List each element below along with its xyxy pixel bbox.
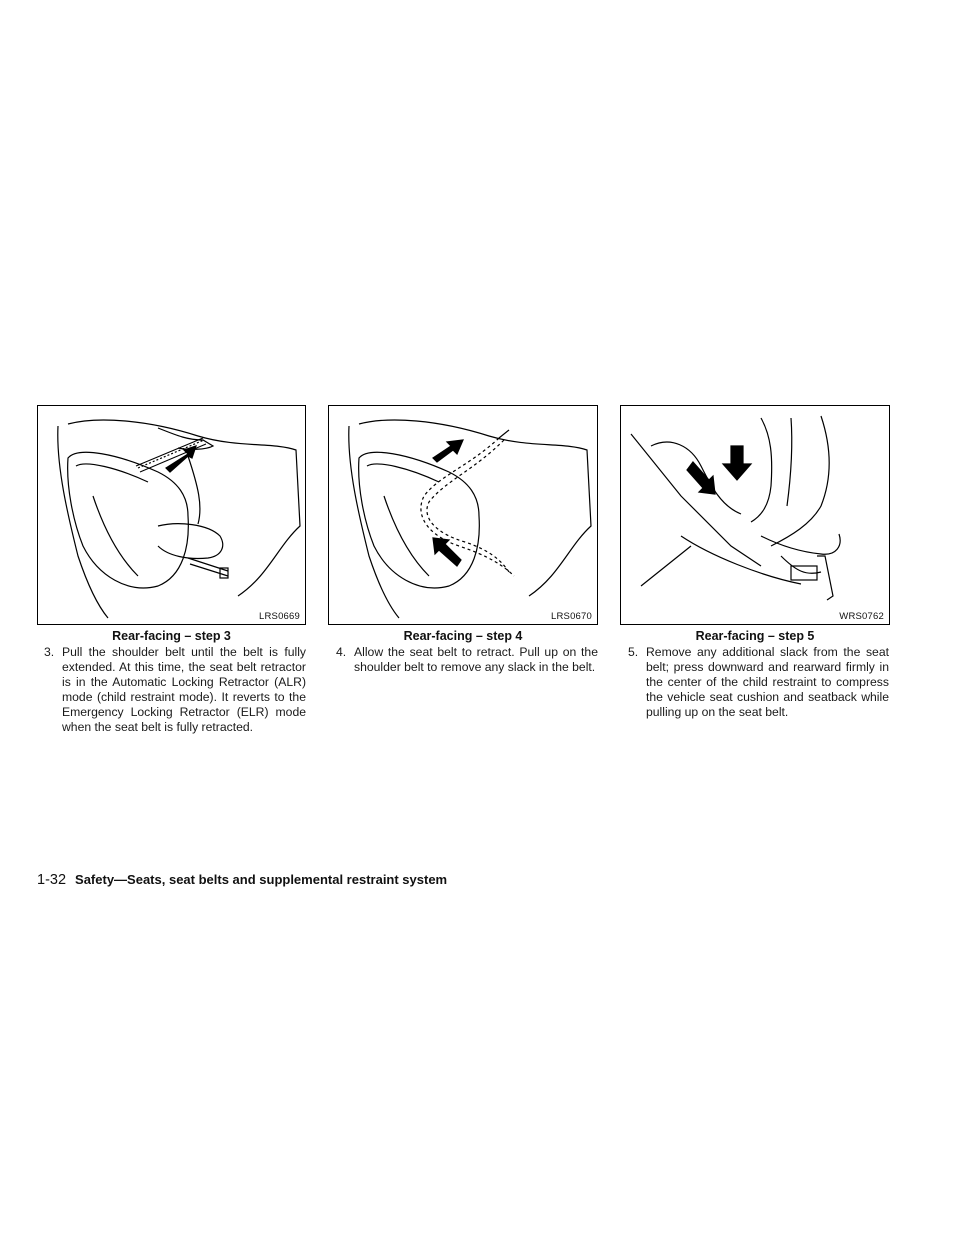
illustration-step-3 xyxy=(38,406,305,624)
figure-code: LRS0669 xyxy=(258,611,300,622)
figure-caption-step-3: Rear-facing – step 3 xyxy=(112,629,231,643)
step-number: 3. xyxy=(44,645,55,659)
step-text: Remove any additional slack from the seat belt; press downward and rearward firmly in the center of the child restraint to compress the vehicle seat cushion and seatback while pulling up on the seat belt. xyxy=(646,645,889,719)
page-number: 1-32 xyxy=(37,872,67,888)
step-text: Allow the seat belt to retract. Pull up on the shoulder belt to remove any slack in the belt. xyxy=(354,645,598,674)
step-number: 4. xyxy=(336,645,347,659)
step-text: Pull the shoulder belt until the belt is fully extended. At this time, the seat belt retractor is in the Automatic Locking Retractor (ALR) mode (child restraint mode). It reverts to the Emergency Locking Retractor (ELR) mode when the seat belt is fully retracted. xyxy=(62,645,306,734)
page-footer xyxy=(37,871,447,888)
figure-code: LRS0670 xyxy=(550,611,592,622)
figure-step-4 xyxy=(328,405,598,625)
illustration-step-4 xyxy=(329,406,597,624)
figure-code: WRS0762 xyxy=(839,611,884,622)
figure-caption-step-4: Rear-facing – step 4 xyxy=(403,629,523,643)
step-number: 5. xyxy=(628,645,639,659)
figure-caption-step-5: Rear-facing – step 5 xyxy=(695,629,815,643)
figure-step-5 xyxy=(620,405,890,625)
figure-step-3 xyxy=(37,405,306,625)
section-title: Safety—Seats, seat belts and supplemental restraint system xyxy=(75,872,448,887)
illustration-step-5 xyxy=(621,406,889,624)
